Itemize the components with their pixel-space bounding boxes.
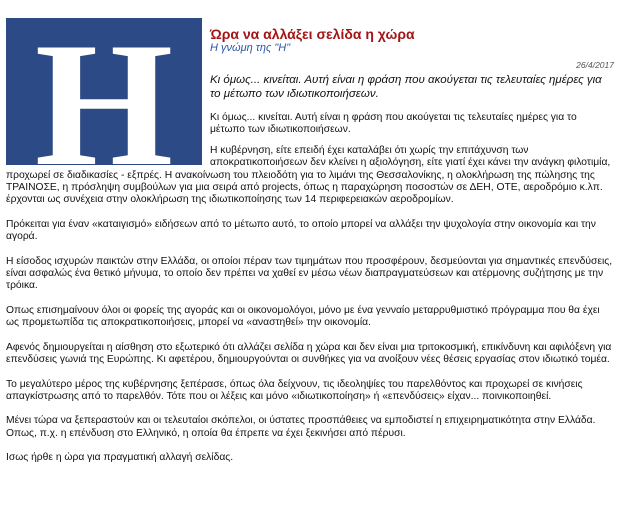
article-paragraph: Μένει τώρα να ξεπεραστούν και οι τελευταίοι σκόπελοι, οι ύστατες προσπάθειες να εμποδιστεί η επιχειρηματικότητα στην Ελλάδα. Οπως, π.χ. η επένδυση στο Ελληνικό, η οποία θα έπρεπε να έχει ξεκινήσει από πέρυσι. [6, 415, 596, 439]
article-paragraph: Η είσοδος ισχυρών παικτών στην Ελλάδα, οι οποίοι πέραν των τιμημάτων που προσφέρουν, δεσμεύονται για σημαντικές επενδύσεις, είναι ασφαλώς ένα θετικό μήνυμα, το οποίο δεν πρέπει να χαθεί εν μέσω νέων διαπραγματεύσεων και ατέρμονης συζήτησης με την τρόικα. [6, 255, 613, 292]
logo-letter: H [34, 18, 174, 165]
article-paragraph: Αφενός δημιουργείται η αίσθηση στο εξωτερικό ότι αλλάζει σελίδα η χώρα και δεν είναι μια τριτοκοσμική, επικίνδυνη και αφιλόξενη για επενδύσεις γωνιά της Ευρώπης. Κι αφετέρου, δημιουργούνται οι συνθήκες για να ανοίξουν νέες θέσεις εργασίας στον ιδιωτικό τομέα. [6, 341, 612, 366]
article-paragraph: Το μεγαλύτερο μέρος της κυβέρνησης ξεπέρασε, όπως όλα δείχνουν, τις ιδεοληψίες του παρελθόντος και προχωρεί σε κινήσεις απαγκίστρωσης από το παρελθόν. Τότε που οι λέξεις και μόνο «ιδιωτικοποίηση» ή «επενδύσεις» είχαν... ποινικοποιηθεί. [6, 378, 583, 402]
article-paragraph: Πρόκειται για έναν «καταιγισμό» ειδήσεων από το μέτωπο αυτό, το οποίο μπορεί να αλλάξει την ψυχολογία στην οικονομία και την αγορά. [6, 218, 596, 243]
article-title: Ώρα να αλλάξει σελίδα η χώρα [210, 26, 415, 42]
article-date: 26/4/2017 [576, 60, 614, 70]
article [6, 26, 614, 465]
article-paragraph: Η κυβέρνηση, είτε επειδή έχει καταλάβει ότι χωρίς την επιτάχυνση των αποκρατικοποιήσεων δεν κλείνει η αξιολόγηση, είτε γιατί έχει κάνει την ανάγκη φιλοτιμία, προχωρεί σε διαδικασίες - εξπρές. Η ανακοίνωση του πλειοδότη για το λιμάνι της Θεσσαλονίκης, η ολοκλήρωση της πώλησης της ΤΡΑΙΝΟΣΕ, η πρόσληψη συμβούλων για μια σειρά από projects, όπως η παραχώρηση ποσοστών σε ΔΕΗ, ΟΤΕ, αεροδρόμιο κ.λπ. έρχονται ως συνέχεια στην ολοκλήρωση της ιδιωτικοποίησης των 14 περιφερειακών αεροδρομίων. [6, 144, 611, 206]
article-paragraph: Οπως επισημαίνουν όλοι οι φορείς της αγοράς και οι οικονομολόγοι, μόνο με ένα γενναίο μεταρρυθμιστικό πρόγραμμα που θα έχει ως προμετωπίδα τις αποκρατικοποιήσεις, μπορεί να «αναστηθεί» την οικονομία. [6, 304, 600, 329]
article-paragraph: Ισως ήρθε η ώρα για πραγματική αλλαγή σελίδας. [6, 452, 234, 464]
article-subtitle: Η γνώμη της "Η" [210, 42, 291, 54]
article-lead: Κι όμως... κινείται. Αυτή είναι η φράση που ακούγεται τις τελευταίες ημέρες για το μέτωπο των ιδιωτικοποιήσεων. [210, 74, 602, 100]
article-paragraph: Κι όμως... κινείται. Αυτή είναι η φράση που ακούγεται τις τελευταίες ημέρες για το μέτωπο των ιδιωτικοποιήσεων. [210, 112, 577, 136]
